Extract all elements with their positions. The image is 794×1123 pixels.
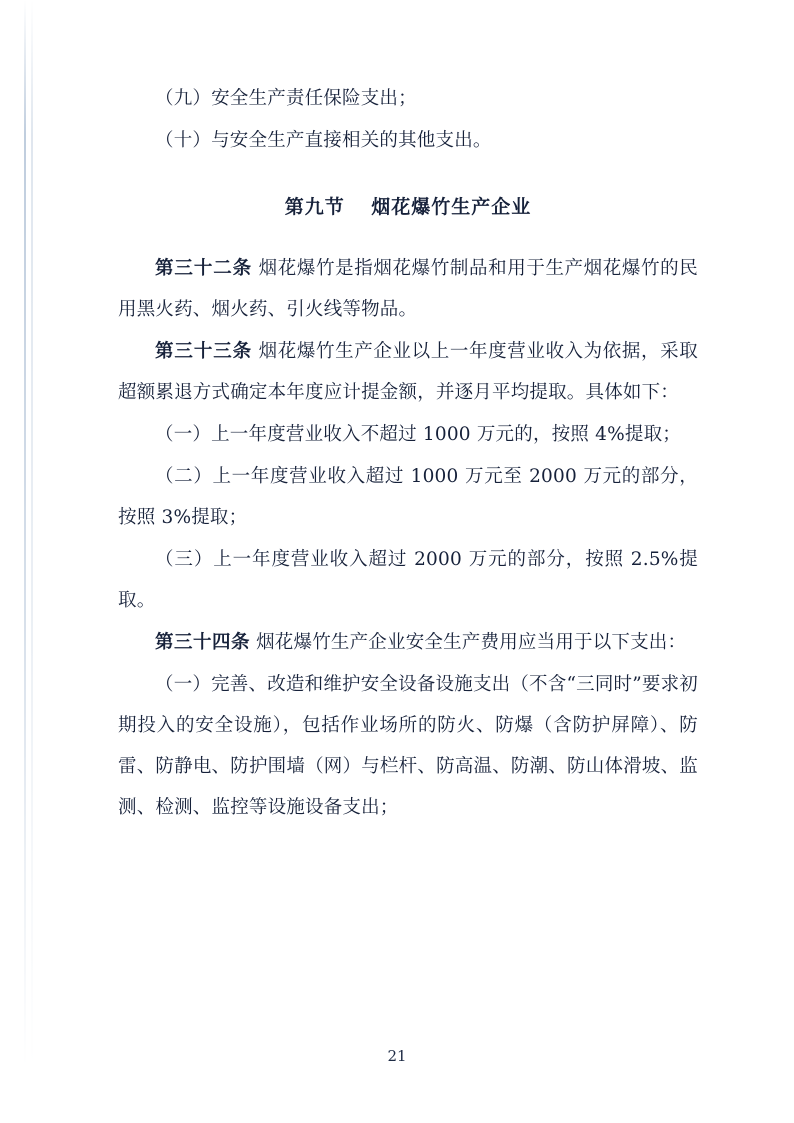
list-item: （九）安全生产责任保险支出； [155,88,417,109]
page-number: 21 [387,1047,407,1065]
article-paragraph [118,622,698,663]
section-heading-title: 烟花爆竹生产企业 [371,196,532,218]
list-item: （十）与安全生产直接相关的其他支出。 [155,130,492,151]
list-item: （一）上一年度营业收入不超过 1000 万元的，按照 4%提取； [155,424,681,445]
article-number: 第三十四条 [155,632,251,653]
document-body [118,78,698,828]
article-text: 烟花爆竹是指烟花爆竹制品和用于生产烟花爆竹的民用黑火药、烟火药、引火线等物品。 [118,258,698,320]
list-item: （二）上一年度营业收入超过 1000 万元至 2000 万元的部分，按照 3%提取； [118,466,698,528]
article-paragraph [118,331,698,413]
article-text: 烟花爆竹生产企业以上一年度营业收入为依据，采取超额累退方式确定本年度应计提金额，并逐月平均提取。具体如下： [118,341,698,403]
article-number: 第三十二条 [155,258,253,279]
section-heading [118,187,698,228]
section-heading-number: 第九节 [284,196,345,218]
article-text: 烟花爆竹生产企业安全生产费用应当用于以下支出： [256,632,687,653]
article-number: 第三十三条 [155,341,253,362]
article-paragraph [118,248,698,330]
list-item: （一）完善、改造和维护安全设备设施支出（不含“三同时”要求初期投入的安全设施），包括作业场所的防火、防爆（含防护屏障）、防雷、防静电、防护围墙（网）与栏杆、防高温、防潮、防山体滑坡、监测、检测、监控等设施设备支出； [118,674,698,818]
list-item: （三）上一年度营业收入超过 2000 万元的部分，按照 2.5%提取。 [118,549,698,611]
